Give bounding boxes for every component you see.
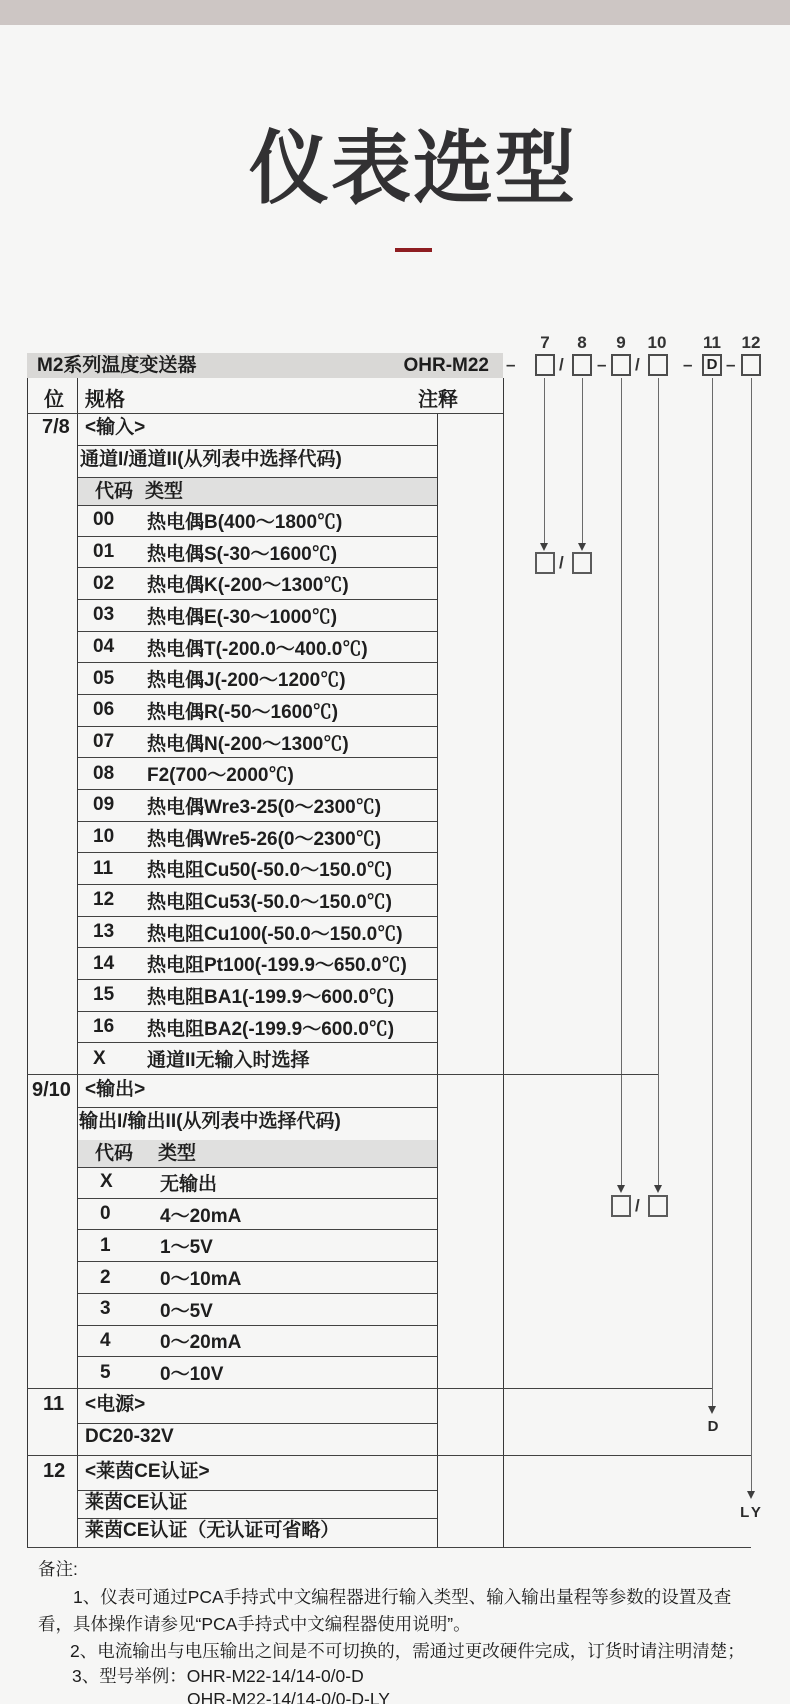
code-cell: 03 [93, 604, 115, 626]
code-cell: 06 [93, 699, 115, 721]
table-header-border [27, 413, 503, 414]
type-cell: 热电阻BA1(-199.9～600.0℃) [147, 986, 395, 1008]
output-code-header [78, 1140, 437, 1167]
code-cell: X [100, 1171, 113, 1193]
top-bar [0, 0, 790, 25]
series-name: M2系列温度变送器 [37, 355, 197, 376]
output-code-row [78, 1357, 437, 1388]
dash-symbol: – [683, 355, 693, 374]
arrow-down-icon [578, 543, 586, 551]
connector-line-9 [621, 378, 622, 1185]
table-row-border [78, 1423, 437, 1424]
type-cell: 热电阻Cu50(-50.0～150.0℃) [147, 860, 392, 882]
code-box-9 [611, 354, 631, 376]
arrow-down-icon [540, 543, 548, 551]
ce-section-title: <莱茵CE认证> [85, 1461, 210, 1482]
type-cell: 热电阻Cu100(-50.0～150.0℃) [147, 923, 403, 945]
input-code-row [78, 790, 437, 822]
type-cell: 热电偶Wre3-25(0～2300℃) [147, 796, 382, 818]
column-code: 代码 [95, 481, 134, 502]
type-cell: 热电阻Cu53(-50.0～150.0℃) [147, 891, 392, 913]
input-code-row [78, 822, 437, 854]
type-cell: 热电偶T(-200.0～400.0℃) [147, 638, 368, 660]
code-cell: 10 [93, 826, 115, 848]
output-code-row [78, 1294, 437, 1326]
position-label-7: 7 [540, 333, 550, 352]
output-section-subtitle: 输出I/输出II(从列表中选择代码) [79, 1111, 341, 1132]
code-cell: 13 [93, 921, 115, 943]
position-label-9: 9 [616, 333, 626, 352]
type-cell: 0～10mA [160, 1269, 242, 1291]
code-cell: 05 [93, 667, 115, 689]
type-cell: 通道II无输入时选择 [147, 1050, 310, 1072]
note-line-4: 3、型号举例：OHR-M22-14/14-0/0-D [72, 1666, 364, 1686]
type-cell: 热电阻BA2(-199.9～600.0℃) [147, 1018, 395, 1040]
input-section-subtitle: 通道I/通道II(从列表中选择代码) [80, 449, 342, 470]
connector-line-7 [544, 378, 545, 543]
table-border-left [27, 378, 28, 1547]
input-code-row [78, 853, 437, 885]
output-code-row [78, 1262, 437, 1294]
input-section-title: <输入> [85, 417, 146, 438]
arrow-down-icon [617, 1185, 625, 1193]
code-box-11-d [702, 354, 722, 376]
type-cell: 热电偶J(-200～1200℃) [147, 670, 346, 692]
arrow-down-icon [654, 1185, 662, 1193]
code-cell: 00 [93, 509, 115, 531]
header-note: 注释 [418, 389, 458, 411]
input-code-row [78, 600, 437, 632]
slash-symbol: / [559, 355, 564, 374]
header-spec: 规格 [85, 389, 125, 411]
note-line-2: 看，具体操作请参见“PCA手持式中文编程器使用说明”。 [38, 1614, 471, 1634]
input-code-row [78, 727, 437, 759]
code-box-7 [535, 354, 555, 376]
code-cell: 14 [93, 952, 115, 974]
bit-label-input: 7/8 [42, 416, 70, 438]
type-cell: 1～5V [160, 1237, 213, 1259]
code-cell: 5 [100, 1361, 111, 1383]
input-code-row [78, 980, 437, 1012]
note-line-3: 2、电流输出与电压输出之间是不可切换的，需通过更改硬件完成，订货时请注明清楚； [70, 1641, 745, 1661]
note-line-5: OHR-M22-14/14-0/0-D-LY [187, 1689, 390, 1704]
code-cell: 1 [100, 1234, 111, 1256]
input-code-row [78, 1043, 437, 1074]
table-border-right [503, 378, 504, 1547]
code-box-12 [741, 354, 761, 376]
type-cell: 热电偶S(-30～1600℃) [147, 543, 338, 565]
dash-symbol: – [597, 355, 607, 374]
input-target-box-1 [535, 552, 555, 574]
input-code-row [78, 695, 437, 727]
code-cell: 16 [93, 1016, 115, 1038]
connector-line-12 [751, 378, 752, 1491]
input-target-box-2 [572, 552, 592, 574]
output-code-row [78, 1199, 437, 1231]
code-cell: 2 [100, 1266, 111, 1288]
table-row-border [78, 1518, 437, 1519]
fixed-code-d: D [706, 356, 718, 373]
dash-symbol: – [726, 355, 736, 374]
ce-section-row1: 莱茵CE认证 [85, 1492, 188, 1513]
code-cell: 01 [93, 541, 115, 562]
input-code-row [78, 948, 437, 980]
connector-line-11 [712, 378, 713, 1406]
ce-code-label: LY [740, 1504, 764, 1521]
table-row-border [78, 1490, 437, 1491]
ce-section-row2: 莱茵CE认证（无认证可省略） [85, 1520, 340, 1541]
column-type: 类型 [158, 1143, 197, 1164]
position-label-10: 10 [647, 333, 667, 352]
code-cell: 04 [93, 636, 115, 658]
type-cell: 0～5V [160, 1300, 213, 1322]
input-code-row [78, 758, 437, 790]
column-type: 类型 [145, 481, 184, 502]
code-cell: 08 [93, 762, 115, 784]
input-code-row [78, 663, 437, 695]
input-code-row [78, 917, 437, 949]
code-cell: 02 [93, 572, 115, 594]
code-cell: 0 [100, 1203, 111, 1225]
page-title: 仪表选型 [249, 124, 577, 213]
bit-label-ce: 12 [43, 1460, 66, 1482]
slash-symbol: / [635, 1196, 640, 1215]
type-cell: 0～20mA [160, 1332, 242, 1354]
code-cell: 4 [100, 1329, 111, 1351]
dash-symbol: – [506, 355, 516, 374]
bit-label-power: 11 [43, 1393, 65, 1415]
position-label-11: 11 [703, 333, 721, 352]
power-code-label: D [707, 1418, 719, 1435]
position-label-8: 8 [577, 333, 587, 352]
title-divider [395, 248, 432, 252]
input-code-row [78, 568, 437, 600]
type-cell: 热电偶B(400～1800℃) [147, 511, 343, 533]
type-cell: 热电偶Wre5-26(0～2300℃) [147, 828, 382, 850]
code-cell: 09 [93, 794, 115, 816]
power-section-value: DC20-32V [85, 1426, 174, 1447]
output-code-list [78, 1167, 437, 1388]
slash-symbol: / [559, 553, 564, 572]
type-cell: 热电偶N(-200～1300℃) [147, 733, 349, 755]
slash-symbol: / [635, 355, 640, 374]
code-cell: X [93, 1047, 106, 1069]
code-cell: 15 [93, 984, 115, 1006]
code-cell: 11 [93, 857, 114, 879]
type-cell: 热电偶R(-50～1600℃) [147, 701, 339, 723]
arrow-down-icon [708, 1406, 716, 1414]
section-border-power-ce [27, 1455, 751, 1456]
input-code-row [78, 505, 437, 537]
arrow-down-icon [747, 1491, 755, 1499]
table-row-border [78, 1107, 437, 1108]
code-cell: 12 [93, 889, 115, 911]
code-cell: 07 [93, 731, 115, 753]
code-cell: 3 [100, 1298, 111, 1320]
output-code-row [78, 1230, 437, 1262]
bit-label-output: 9/10 [32, 1079, 71, 1101]
input-code-row [78, 537, 437, 569]
table-divider-note [437, 413, 438, 1547]
connector-line-10 [658, 378, 659, 1185]
section-border-output-power [27, 1388, 712, 1389]
output-code-row [78, 1167, 437, 1199]
output-section-title: <输出> [85, 1079, 146, 1100]
notes-label: 备注: [38, 1559, 78, 1579]
model-code: OHR-M22 [403, 355, 489, 376]
table-border-bottom [27, 1547, 751, 1548]
input-code-row [78, 632, 437, 664]
position-label-12: 12 [741, 333, 761, 352]
type-cell: 0～10V [160, 1364, 224, 1386]
type-cell: 热电阻Pt100(-199.9～650.0℃) [147, 955, 407, 977]
code-box-8 [572, 354, 592, 376]
input-code-list [78, 505, 437, 1074]
connector-line-8 [582, 378, 583, 543]
output-code-row [78, 1326, 437, 1358]
type-cell: 热电偶E(-30～1000℃) [147, 606, 338, 628]
output-target-box-1 [611, 1195, 631, 1217]
type-cell: 4～20mA [160, 1205, 242, 1227]
model-bar [27, 353, 503, 378]
code-box-10 [648, 354, 668, 376]
type-cell: 热电偶K(-200～1300℃) [147, 575, 349, 597]
column-code: 代码 [95, 1143, 134, 1164]
type-cell: 无输出 [160, 1173, 218, 1195]
header-bit: 位 [44, 389, 64, 411]
input-code-row [78, 1012, 437, 1044]
type-cell: F2(700～2000℃) [147, 765, 294, 787]
input-code-header [78, 478, 437, 505]
section-border-input-output [27, 1074, 658, 1075]
power-section-title: <电源> [85, 1394, 146, 1415]
note-line-1: 1、仪表可通过PCA手持式中文编程器进行输入类型、输入输出量程等参数的设置及查 [73, 1587, 732, 1607]
output-target-box-2 [648, 1195, 668, 1217]
table-row-border [78, 445, 437, 446]
input-code-row [78, 885, 437, 917]
